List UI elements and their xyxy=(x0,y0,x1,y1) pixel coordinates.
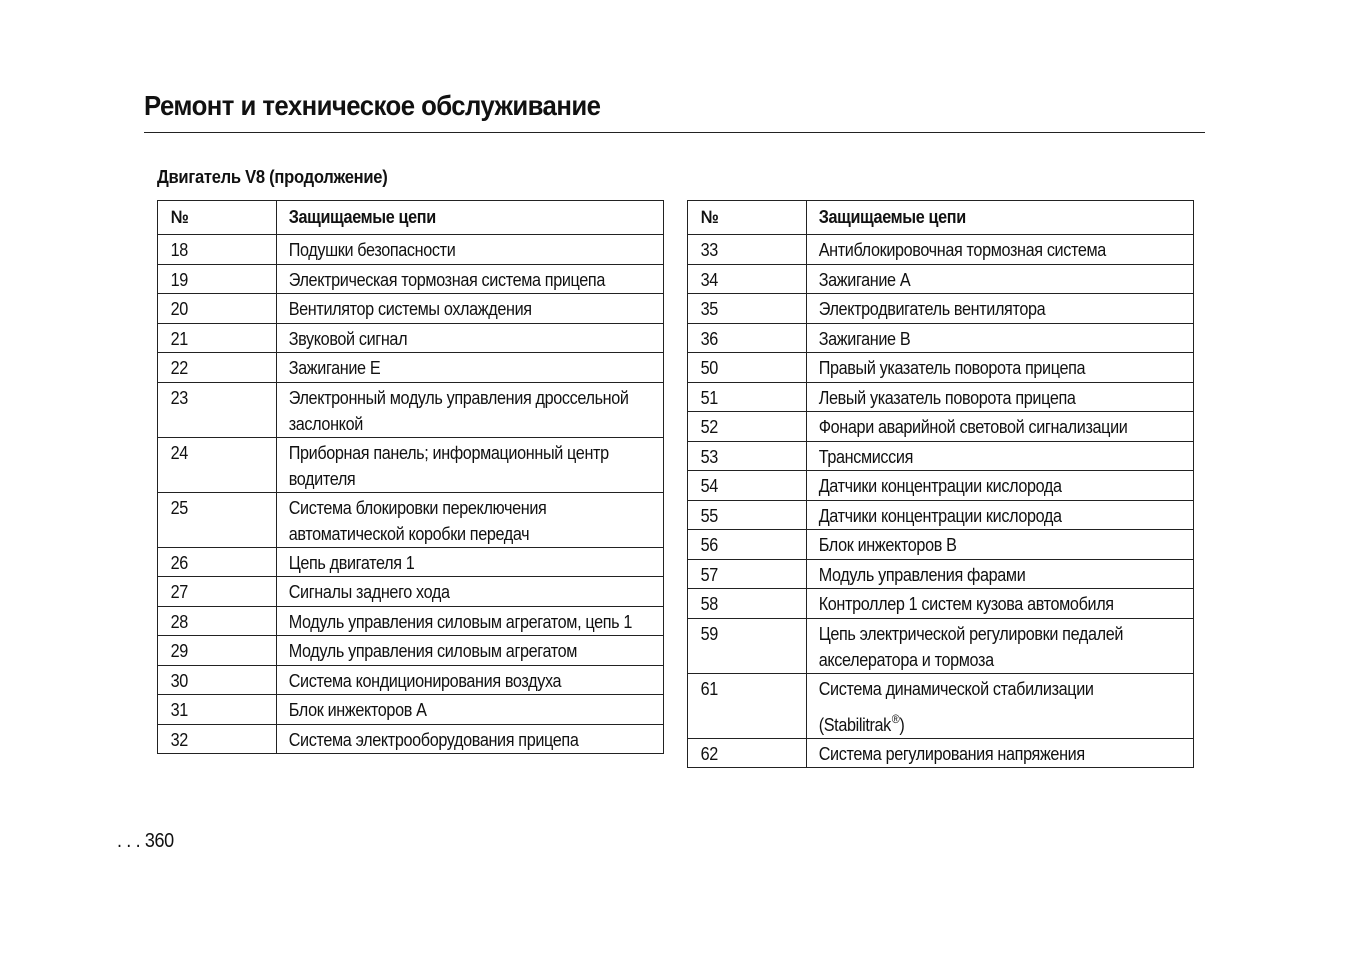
table-header-row xyxy=(158,201,664,235)
fuse-number: 52 xyxy=(688,412,807,442)
fuse-circuit: Цепь двигателя 1 xyxy=(277,547,664,577)
table-row xyxy=(688,471,1194,501)
fuse-number: 53 xyxy=(688,441,807,471)
fuse-circuit: Сигналы заднего хода xyxy=(277,577,664,607)
fuse-circuit: Звуковой сигнал xyxy=(277,323,664,353)
fuse-circuit: Контроллер 1 систем кузова автомобиля xyxy=(807,589,1194,619)
table-row xyxy=(158,492,664,547)
fuse-number: 29 xyxy=(158,636,277,666)
fuse-number: 19 xyxy=(158,264,277,294)
table-row xyxy=(688,441,1194,471)
column-header-circuits: Защищаемые цепи xyxy=(277,201,664,235)
fuse-number: 24 xyxy=(158,437,277,492)
fuse-table-right xyxy=(687,200,1194,768)
table-row xyxy=(158,695,664,725)
table-row xyxy=(688,382,1194,412)
table-row xyxy=(158,353,664,383)
fuse-number: 27 xyxy=(158,577,277,607)
fuse-number: 30 xyxy=(158,665,277,695)
fuse-number: 35 xyxy=(688,294,807,324)
fuse-circuit: Левый указатель поворота прицепа xyxy=(807,382,1194,412)
title-rule xyxy=(144,132,1205,133)
fuse-circuit: Зажигание A xyxy=(807,264,1194,294)
table-row xyxy=(158,577,664,607)
fuse-circuit: Трансмиссия xyxy=(807,441,1194,471)
fuse-circuit: Электродвигатель вентилятора xyxy=(807,294,1194,324)
page-number: . . . 360 xyxy=(117,830,174,852)
fuse-number: 21 xyxy=(158,323,277,353)
fuse-circuit: Система электрооборудования прицепа xyxy=(277,724,664,754)
fuse-circuit: Антиблокировочная тормозная система xyxy=(807,235,1194,265)
table-row xyxy=(688,673,1194,738)
fuse-number: 36 xyxy=(688,323,807,353)
fuse-number: 57 xyxy=(688,559,807,589)
table-row xyxy=(158,323,664,353)
table-row xyxy=(688,738,1194,768)
table-row xyxy=(688,559,1194,589)
table-row xyxy=(688,235,1194,265)
column-header-number: № xyxy=(688,201,807,235)
column-header-circuits: Защищаемые цепи xyxy=(807,201,1194,235)
fuse-number: 56 xyxy=(688,530,807,560)
table-header-row xyxy=(688,201,1194,235)
fuse-circuit: Датчики концентрации кислорода xyxy=(807,500,1194,530)
fuse-number: 34 xyxy=(688,264,807,294)
table-row xyxy=(158,606,664,636)
fuse-circuit: Система динамической стабилизации (Stabilitrak®) xyxy=(807,673,1194,738)
table-row xyxy=(688,530,1194,560)
section-title: Двигатель V8 (продолжение) xyxy=(157,167,388,187)
fuse-number: 23 xyxy=(158,382,277,437)
table-row xyxy=(688,294,1194,324)
fuse-circuit: Система блокировки переключения автоматической коробки передач xyxy=(277,492,664,547)
fuse-circuit: Система регулирования напряжения xyxy=(807,738,1194,768)
fuse-circuit: Приборная панель; информационный центр водителя xyxy=(277,437,664,492)
table-row xyxy=(688,500,1194,530)
fuse-circuit: Правый указатель поворота прицепа xyxy=(807,353,1194,383)
table-row xyxy=(158,437,664,492)
fuse-circuit: Подушки безопасности xyxy=(277,235,664,265)
table-row xyxy=(158,724,664,754)
fuse-number: 61 xyxy=(688,673,807,738)
fuse-number: 62 xyxy=(688,738,807,768)
fuse-number: 51 xyxy=(688,382,807,412)
fuse-circuit: Электрическая тормозная система прицепа xyxy=(277,264,664,294)
fuse-circuit: Блок инжекторов B xyxy=(807,530,1194,560)
fuse-circuit: Электронный модуль управления дроссельной заслонкой xyxy=(277,382,664,437)
table-row xyxy=(158,235,664,265)
fuse-number: 59 xyxy=(688,618,807,673)
fuse-number: 20 xyxy=(158,294,277,324)
fuse-number: 25 xyxy=(158,492,277,547)
fuse-circuit: Модуль управления силовым агрегатом xyxy=(277,636,664,666)
fuse-table-left xyxy=(157,200,664,754)
fuse-number: 50 xyxy=(688,353,807,383)
fuse-number: 22 xyxy=(158,353,277,383)
table-row xyxy=(688,353,1194,383)
fuse-circuit: Блок инжекторов A xyxy=(277,695,664,725)
fuse-circuit: Зажигание B xyxy=(807,323,1194,353)
table-row xyxy=(158,636,664,666)
fuse-circuit: Система кондиционирования воздуха xyxy=(277,665,664,695)
table-row xyxy=(158,547,664,577)
fuse-circuit: Датчики концентрации кислорода xyxy=(807,471,1194,501)
table-row xyxy=(158,382,664,437)
fuse-number: 58 xyxy=(688,589,807,619)
fuse-circuit: Цепь электрической регулировки педалей акселератора и тормоза xyxy=(807,618,1194,673)
fuse-circuit: Модуль управления фарами xyxy=(807,559,1194,589)
table-row xyxy=(158,665,664,695)
fuse-number: 33 xyxy=(688,235,807,265)
registered-mark: ® xyxy=(891,711,900,726)
table-row xyxy=(688,323,1194,353)
table-row xyxy=(158,264,664,294)
fuse-number: 31 xyxy=(158,695,277,725)
fuse-circuit: Фонари аварийной световой сигнализации xyxy=(807,412,1194,442)
table-row xyxy=(688,412,1194,442)
column-header-number: № xyxy=(158,201,277,235)
table-row xyxy=(688,618,1194,673)
fuse-number: 18 xyxy=(158,235,277,265)
fuse-number: 26 xyxy=(158,547,277,577)
fuse-circuit: Модуль управления силовым агрегатом, цепь 1 xyxy=(277,606,664,636)
stabilitrak-line: (Stabilitrak®) xyxy=(818,711,905,735)
table-row xyxy=(688,589,1194,619)
fuse-circuit: Вентилятор системы охлаждения xyxy=(277,294,664,324)
fuse-circuit: Зажигание E xyxy=(277,353,664,383)
fuse-number: 54 xyxy=(688,471,807,501)
table-row xyxy=(688,264,1194,294)
fuse-number: 32 xyxy=(158,724,277,754)
table-row xyxy=(158,294,664,324)
fuse-number: 28 xyxy=(158,606,277,636)
page-title: Ремонт и техническое обслуживание xyxy=(144,90,601,121)
fuse-number: 55 xyxy=(688,500,807,530)
